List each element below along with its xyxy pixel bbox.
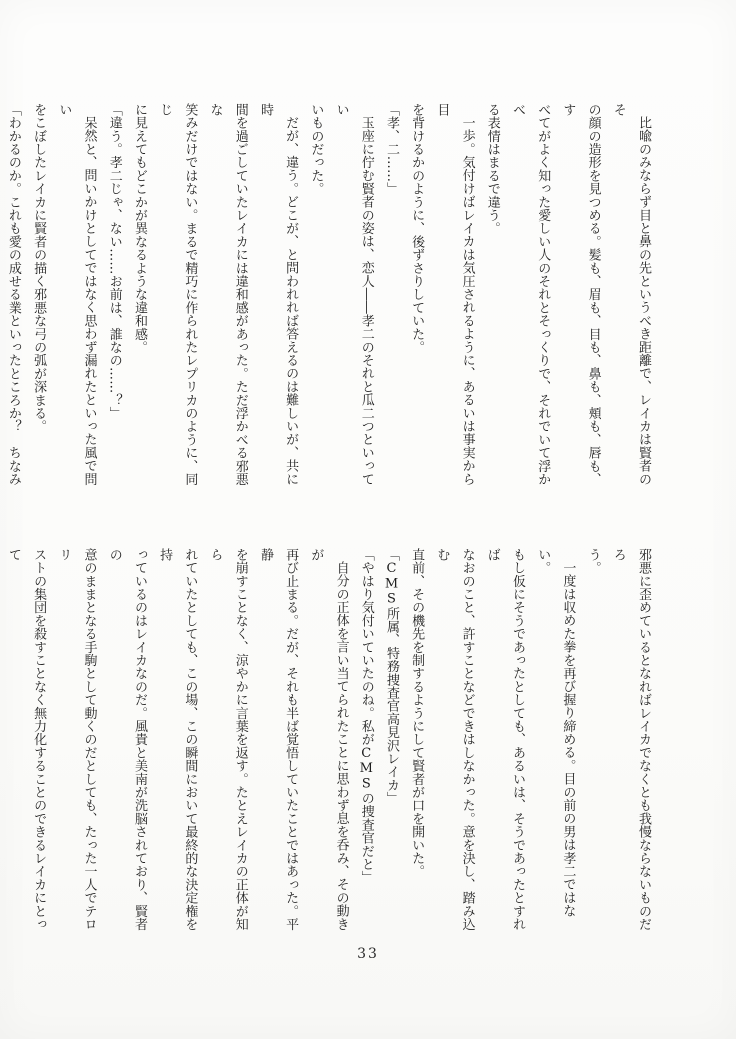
text-line: なおのこと、許すことなどできはしなかった。意を決し、踏み込む xyxy=(434,548,475,931)
page-number: 33 xyxy=(357,946,379,962)
text-line: 笑みだけではない。まるで精巧に作られたレプリカのように、同じ xyxy=(157,103,198,486)
top-text-block xyxy=(5,103,656,495)
text-line: 「やはり気付いていたのね。私がCMSの捜査官だと」 xyxy=(358,548,374,885)
text-line: 意のままとなる手駒として動くのだとしても、たった一人でテロリ xyxy=(56,548,97,931)
text-line: に見えてもどこかが異なるような違和感。 xyxy=(131,103,147,354)
text-line: 「孝、二……」 xyxy=(383,103,399,196)
bottom-text-block xyxy=(5,548,656,940)
text-line: もし仮にそうであったとしても、あるいは、そうであったとすれば xyxy=(484,548,525,931)
text-line: を崩すことなく、涼やかに言葉を返す。たとえレイカの正体が知ら xyxy=(207,548,248,931)
text-line: 再び止まる。だが、それも半ば覚悟していたことではあった。平静 xyxy=(257,548,299,931)
text-line xyxy=(0,548,1,938)
text-line: 比喩のみならず目と鼻の先というべき距離で、レイカは賢者のそ xyxy=(610,103,651,486)
text-line: 玉座に佇む賢者の姿は、恋人――孝二のそれと瓜二つといってい xyxy=(333,103,374,486)
latin-acronym: CMS xyxy=(383,561,399,607)
text-line: 自分の正体を言い当てられたことに思わず息を呑み、その動きが xyxy=(308,548,349,931)
text-line: だが、違う。どこが、と問われれば答えるのは難しいが、共に時 xyxy=(257,103,299,486)
text-line: 間を過ごしていたレイカには違和感があった。ただ浮かべる邪悪な xyxy=(207,103,248,486)
text-line: 呆然と、問いかけとしてではなく思わず漏れたといった風で問い xyxy=(56,103,97,486)
text-line: ストの集団を殺すことなく無力化することのできるレイカにとって xyxy=(5,548,47,931)
text-line: を背けるかのように、後ずさりしていた。 xyxy=(409,103,425,354)
text-line: る表情はまるで違う。 xyxy=(484,103,500,235)
text-line: 一度は収めた拳を再び握り締める。目の前の男は孝二ではない。 xyxy=(535,548,576,918)
text-line: れていたとしても、この場、この瞬間において最終的な決定権を持 xyxy=(157,548,198,931)
text-line: をこぼしたレイカに賢者の描く邪悪な弓の弧が深まる。 xyxy=(31,103,47,433)
text-line: っているのはレイカなのだ。風貴と美南が洗脳されており、賢者の xyxy=(106,548,147,931)
text-line: の顔の造形を見つめる。髪も、眉も、目も、鼻も、頬も、唇も、す xyxy=(560,103,601,486)
text-line: いものだった。 xyxy=(308,103,324,196)
text-line: 直前、その機先を制するようにして賢者が口を開いた。 xyxy=(409,548,425,878)
text-line: う。 xyxy=(585,548,601,575)
text-line: べてがよく知った愛しい人のそれとそっくりで、それでいて浮かべ xyxy=(509,103,551,486)
text-line: 「違う。孝二じゃ、ない……お前は、誰なの……？」 xyxy=(106,103,122,420)
text-line: 一歩。気付けばレイカは気圧されるように、あるいは事実から目 xyxy=(434,103,475,486)
text-line: 「わかるのか。これも愛の成せる業といったところか？ ちなみ xyxy=(5,103,21,486)
latin-acronym: CMS xyxy=(358,746,374,792)
text-line: 邪悪に歪めているとなればレイカでなくとも我慢ならないものだろ xyxy=(610,548,651,931)
text-line: 「CMS所属、特務捜査官高見沢レイカ」 xyxy=(383,548,399,805)
